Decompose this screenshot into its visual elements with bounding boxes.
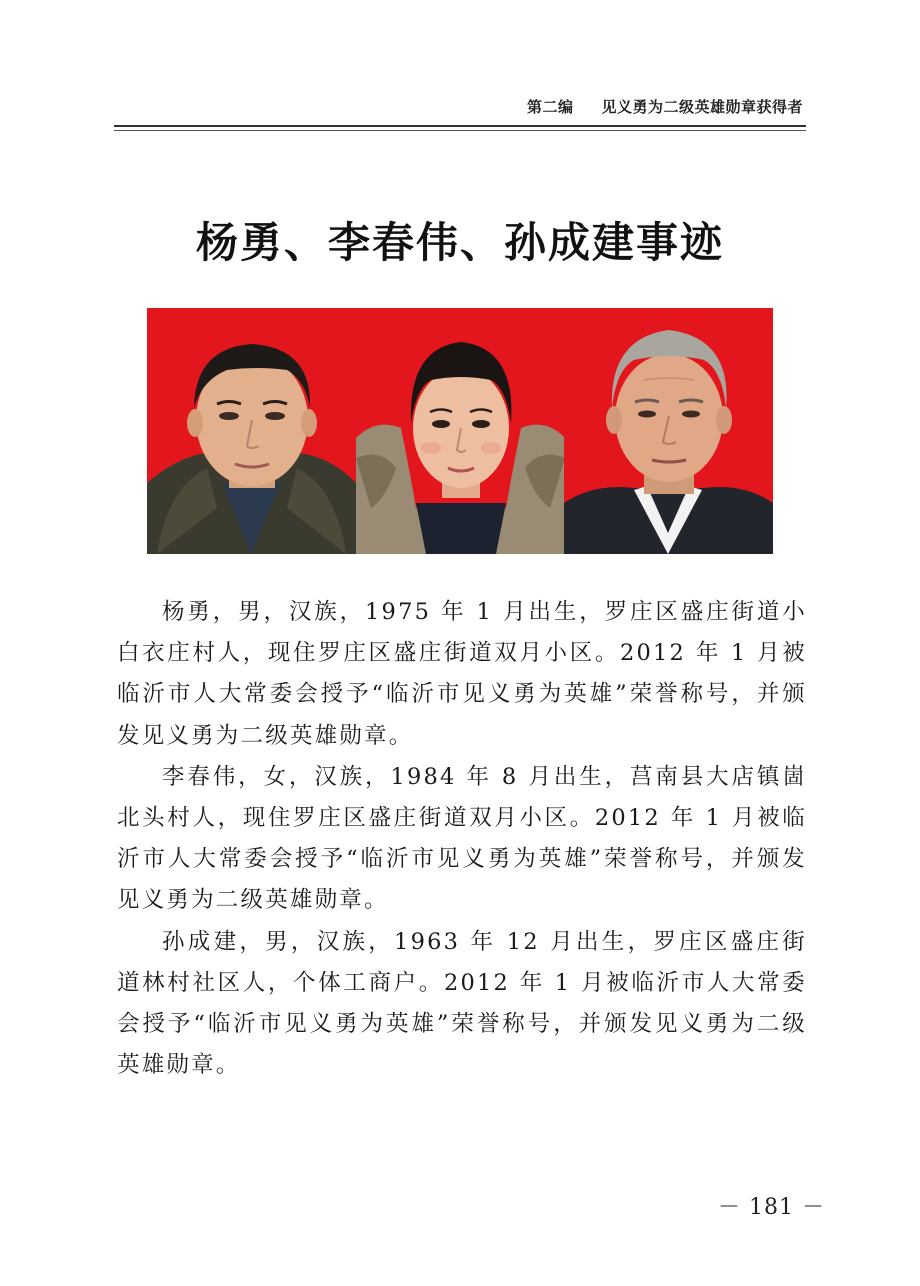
running-header-section: 见义勇为二级英雄勋章获得者	[601, 98, 803, 116]
portrait-photo-yang-yong	[147, 308, 356, 554]
page-title: 杨勇、李春伟、孙成建事迹	[195, 218, 724, 267]
paragraph-li-chunwei: 李春伟，女，汉族，1984 年 8 月出生，莒南县大店镇崮北头村人，现住罗庄区盛庄街道双月小区。2012 年 1 月被临沂市人大常委会授予“临沂市见义勇为英雄”荣誉称号，并颁发见义勇为二级英雄勋章。	[117, 763, 807, 914]
running-header-part: 第二编	[526, 98, 574, 116]
body-text	[117, 592, 807, 1086]
header-rule-thin	[114, 130, 806, 131]
running-header	[527, 96, 803, 117]
portrait-photo-li-chunwei	[356, 308, 565, 554]
paragraph-yang-yong: 杨勇，男，汉族，1975 年 1 月出生，罗庄区盛庄街道小白衣庄村人，现住罗庄区盛庄街道双月小区。2012 年 1 月被临沂市人大常委会授予“临沂市见义勇为英雄”荣誉称号，并颁发见义勇为二级英雄勋章。	[117, 599, 807, 749]
header-rule-thick	[114, 125, 806, 127]
portrait-photo-sun-chengjian	[564, 308, 773, 554]
page-number: － 181 －	[718, 1195, 825, 1220]
paragraph-sun-chengjian: 孙成建，男，汉族，1963 年 12 月出生，罗庄区盛庄街道林村社区人，个体工商户。2012 年 1 月被临沂市人大常委会授予“临沂市见义勇为英雄”荣誉称号，并颁发见义勇为二级英雄勋章。	[117, 928, 807, 1079]
portrait-photo-strip	[147, 308, 773, 554]
